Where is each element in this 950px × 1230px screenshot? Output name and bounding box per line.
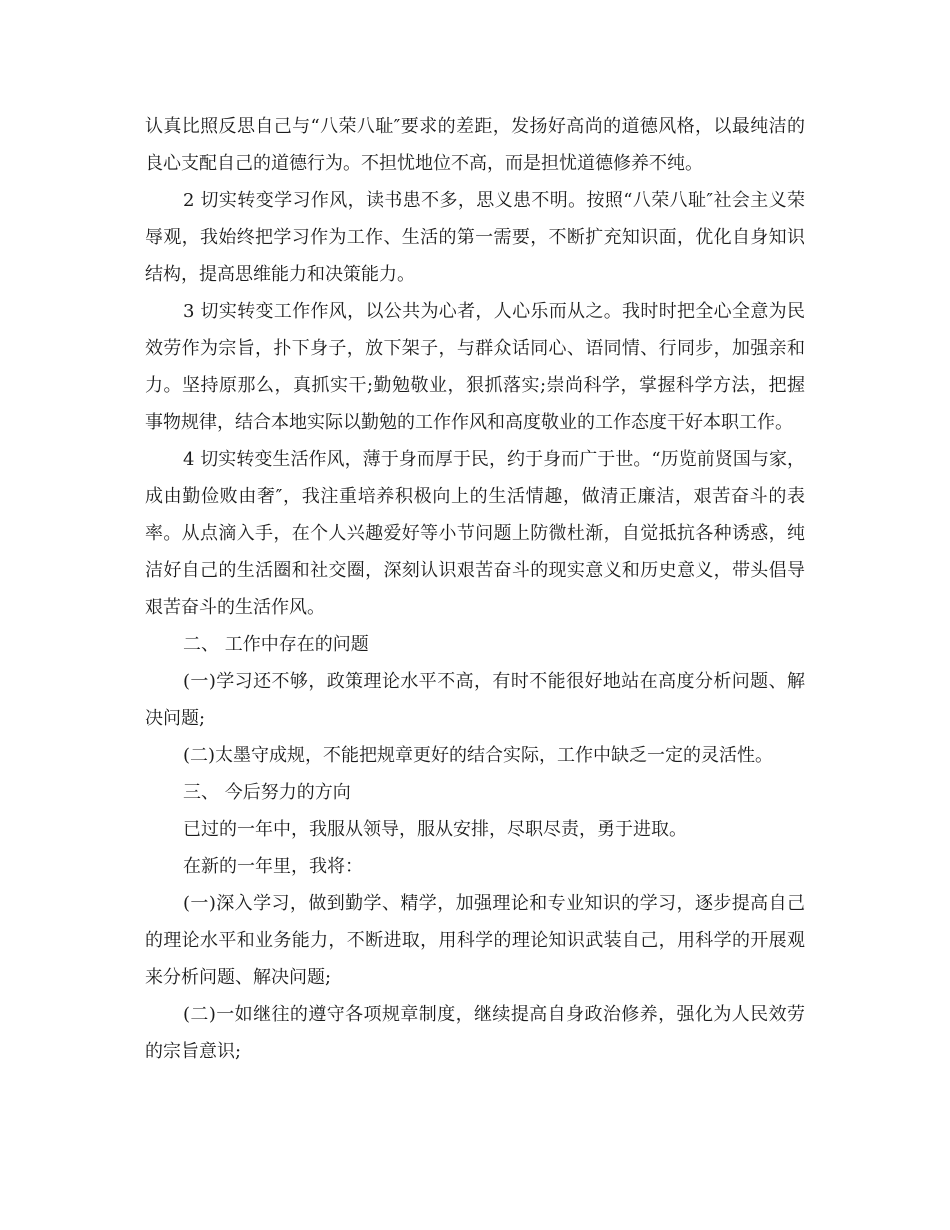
- paragraph: 2 切实转变学习作风，读书患不多，思义患不明。按照“八荣八耻″社会主义荣辱观，我始终把学习作为工作、生活的第一需要，不断扩充知识面，优化自身知识结构，提高思维能力和决策能力。: [145, 190, 805, 285]
- paragraph: 认真比照反思自己与“八荣八耻″要求的差距，发扬好高尚的道德风格，以最纯洁的良心支配自己的道德行为。不担忧地位不高，而是担忧道德修养不纯。: [145, 116, 805, 174]
- paragraph: (一)学习还不够，政策理论水平不高，有时不能很好地站在高度分析问题、解决问题;: [145, 671, 805, 729]
- paragraph: 已过的一年中，我服从领导，服从安排，尽职尽责，勇于进取。: [183, 819, 687, 840]
- section-heading: 二、 工作中存在的问题: [183, 634, 369, 655]
- paragraph: (二)一如继往的遵守各项规章制度，继续提高自身政治修养，强化为人民效劳的宗旨意识;: [145, 1004, 805, 1062]
- paragraph: (一)深入学习，做到勤学、精学，加强理论和专业知识的学习，逐步提高自己的理论水平和业务能力，不断进取，用科学的理论知识武装自己，用科学的开展观来分析问题、解决问题;: [145, 893, 805, 988]
- document-body: [145, 108, 805, 1070]
- section-heading: 三、 今后努力的方向: [183, 782, 351, 803]
- paragraph: 3 切实转变工作作风，以公共为心者，人心乐而从之。我时时把全心全意为民效劳作为宗旨，扑下身子，放下架子，与群众话同心、语同情、行同步，加强亲和力。坚持原那么，真抓实干;勤勉敬业，狠抓落实;崇尚科学，掌握科学方法，把握事物规律，结合本地实际以勤勉的工作作风和高度敬业的工作态度干好本职工作。: [145, 301, 805, 433]
- paragraph: 在新的一年里，我将：: [183, 856, 363, 877]
- paragraph: 4 切实转变生活作风，薄于身而厚于民，约于身而广于世。“历览前贤国与家，成由勤俭败由奢″，我注重培养积极向上的生活情趣，做清正廉洁，艰苦奋斗的表率。从点滴入手，在个人兴趣爱好等小节问题上防微杜渐，自觉抵抗各种诱惑，纯洁好自己的生活圈和社交圈，深刻认识艰苦奋斗的现实意义和历史意义，带头倡导艰苦奋斗的生活作风。: [145, 449, 805, 618]
- paragraph: (二)太墨守成规，不能把规章更好的结合实际，工作中缺乏一定的灵活性。: [183, 745, 774, 766]
